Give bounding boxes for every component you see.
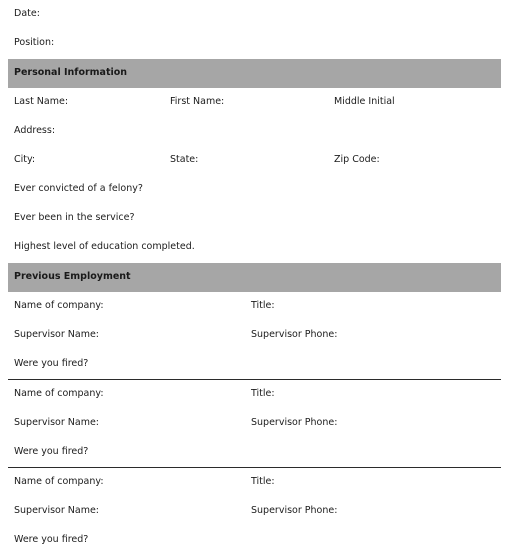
employment-2-fired-row — [8, 438, 501, 467]
city-field-label[interactable]: City: — [14, 154, 36, 165]
address-row — [8, 117, 501, 146]
job-title-field-label[interactable]: Title: — [251, 388, 275, 399]
city-state-zip-row — [8, 146, 501, 175]
personal-information-header — [8, 59, 501, 88]
company-name-field-label[interactable]: Name of company: — [14, 388, 104, 399]
company-name-field-label[interactable]: Name of company: — [14, 300, 104, 311]
last-name-field-label[interactable]: Last Name: — [14, 96, 69, 107]
supervisor-name-field-label[interactable]: Supervisor Name: — [14, 417, 100, 428]
application-form — [8, 0, 501, 555]
supervisor-name-field-label[interactable]: Supervisor Name: — [14, 329, 100, 340]
position-row — [8, 29, 501, 58]
fired-field-label[interactable]: Were you fired? — [14, 446, 89, 457]
education-row — [8, 233, 501, 262]
previous-employment-title: Previous Employment — [14, 271, 131, 282]
employment-3-supervisor-row — [8, 497, 501, 526]
supervisor-phone-field-label[interactable]: Supervisor Phone: — [251, 417, 338, 428]
zip-code-field-label[interactable]: Zip Code: — [334, 154, 380, 165]
felony-field-label[interactable]: Ever convicted of a felony? — [14, 183, 143, 194]
supervisor-phone-field-label[interactable]: Supervisor Phone: — [251, 329, 338, 340]
service-field-label[interactable]: Ever been in the service? — [14, 212, 135, 223]
fired-field-label[interactable]: Were you fired? — [14, 358, 89, 369]
job-title-field-label[interactable]: Title: — [251, 300, 275, 311]
date-row — [8, 0, 501, 29]
employment-2-company-row — [8, 380, 501, 409]
employment-3-company-row — [8, 468, 501, 497]
employment-1-fired-row — [8, 350, 501, 379]
first-name-field-label[interactable]: First Name: — [170, 96, 225, 107]
middle-initial-field-label[interactable]: Middle Initial — [334, 96, 395, 107]
job-title-field-label[interactable]: Title: — [251, 476, 275, 487]
employment-2-supervisor-row — [8, 409, 501, 438]
service-row — [8, 204, 501, 233]
fired-field-label[interactable]: Were you fired? — [14, 534, 89, 545]
felony-row — [8, 175, 501, 204]
previous-employment-header — [8, 263, 501, 292]
education-field-label[interactable]: Highest level of education completed. — [14, 241, 195, 252]
name-row — [8, 88, 501, 117]
supervisor-phone-field-label[interactable]: Supervisor Phone: — [251, 505, 338, 516]
date-field-label[interactable]: Date: — [14, 8, 40, 19]
position-field-label[interactable]: Position: — [14, 37, 55, 48]
address-field-label[interactable]: Address: — [14, 125, 56, 136]
company-name-field-label[interactable]: Name of company: — [14, 476, 104, 487]
personal-information-title: Personal Information — [14, 67, 128, 78]
employment-1-company-row — [8, 292, 501, 321]
supervisor-name-field-label[interactable]: Supervisor Name: — [14, 505, 100, 516]
state-field-label[interactable]: State: — [170, 154, 199, 165]
employment-1-supervisor-row — [8, 321, 501, 350]
